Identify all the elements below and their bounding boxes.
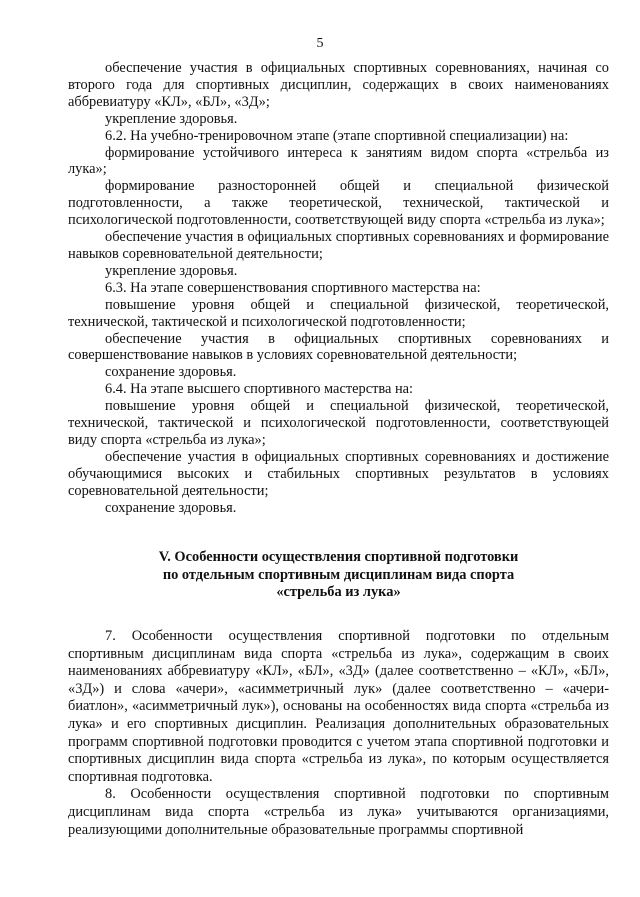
paragraph: формирование устойчивого интереса к занятиям видом спорта «стрельба из лука»;: [68, 144, 609, 178]
paragraph: обеспечение участия в официальных спортивных соревнованиях, начиная со второго года для спортивных дисциплин, содержащих в своих наименованиях аббревиатуру «КЛ», «БЛ», «3Д»;: [68, 60, 609, 110]
paragraph: сохранение здоровья.: [105, 364, 237, 381]
paragraph: укрепление здоровья.: [105, 110, 238, 127]
body-text: [68, 60, 609, 516]
paragraph: формирование разносторонней общей и специальной физической подготовленности, а также теоретической, технической, тактической и психологической подготовленности, соответствующей виду спорта «стрельба из лука»;: [68, 178, 609, 229]
paragraph: 7. Особенности осуществления спортивной подготовки по отдельным спортивным дисциплинам вида спорта «стрельба из лука», содержащим в своих наименованиях аббревиатуру «КЛ», «БЛ», «3Д» (далее соответственно – «КЛ», «БЛ», «3Д») и слова «ачери», «асимметричный лук» (далее соответственно – «ачери-биатлон», «асимметричный лук»), основаны на особенностях вида спорта «стрельба из лука» и его спортивных дисциплин. Реализация дополнительных образовательных программ спортивной подготовки проводится с учетом этапа спортивной подготовки и спортивных дисциплин вида спорта «стрельба из лука», по которым осуществляется спортивная подготовка.: [68, 628, 609, 785]
paragraph: повышение уровня общей и специальной физической, теоретической, технической, тактической и психологической подготовленности;: [68, 296, 609, 330]
paragraph: 6.3. На этапе совершенствования спортивного мастерства на:: [105, 279, 481, 296]
paragraph: обеспечение участия в официальных спортивных соревнованиях и достижение обучающимися высоких и стабильных спортивных результатов в условиях соревновательной деятельности;: [68, 448, 609, 499]
paragraph: сохранение здоровья.: [105, 499, 237, 516]
section-heading: [68, 549, 609, 602]
section-body: [68, 628, 609, 839]
paragraph: 6.4. На этапе высшего спортивного мастерства на:: [105, 381, 414, 398]
paragraph: обеспечение участия в официальных спортивных соревнованиях и формирование навыков соревновательной деятельности;: [68, 229, 609, 262]
section-heading-line: «стрельба из лука»: [276, 584, 401, 601]
section-heading-line: V. Особенности осуществления спортивной подготовки: [158, 549, 519, 565]
section-heading-line: по отдельным спортивным дисциплинам вида спорта: [162, 566, 515, 583]
paragraph: повышение уровня общей и специальной физической, теоретической, технической, тактической и психологической подготовленности, соответствующей виду спорта «стрельба из лука»;: [68, 398, 609, 448]
paragraph: укрепление здоровья.: [105, 262, 238, 279]
paragraph: обеспечение участия в официальных спортивных соревнованиях и совершенствование навыков в условиях соревновательной деятельности;: [68, 330, 609, 364]
paragraph: 8. Особенности осуществления спортивной подготовки по спортивным дисциплинам вида спорта «стрельба из лука» учитываются организациями, реализующими дополнительные образовательные программы спортивной: [68, 786, 609, 838]
paragraph: 6.2. На учебно-тренировочном этапе (этапе спортивной специализации) на:: [105, 127, 569, 144]
page-number: 5: [316, 36, 324, 51]
